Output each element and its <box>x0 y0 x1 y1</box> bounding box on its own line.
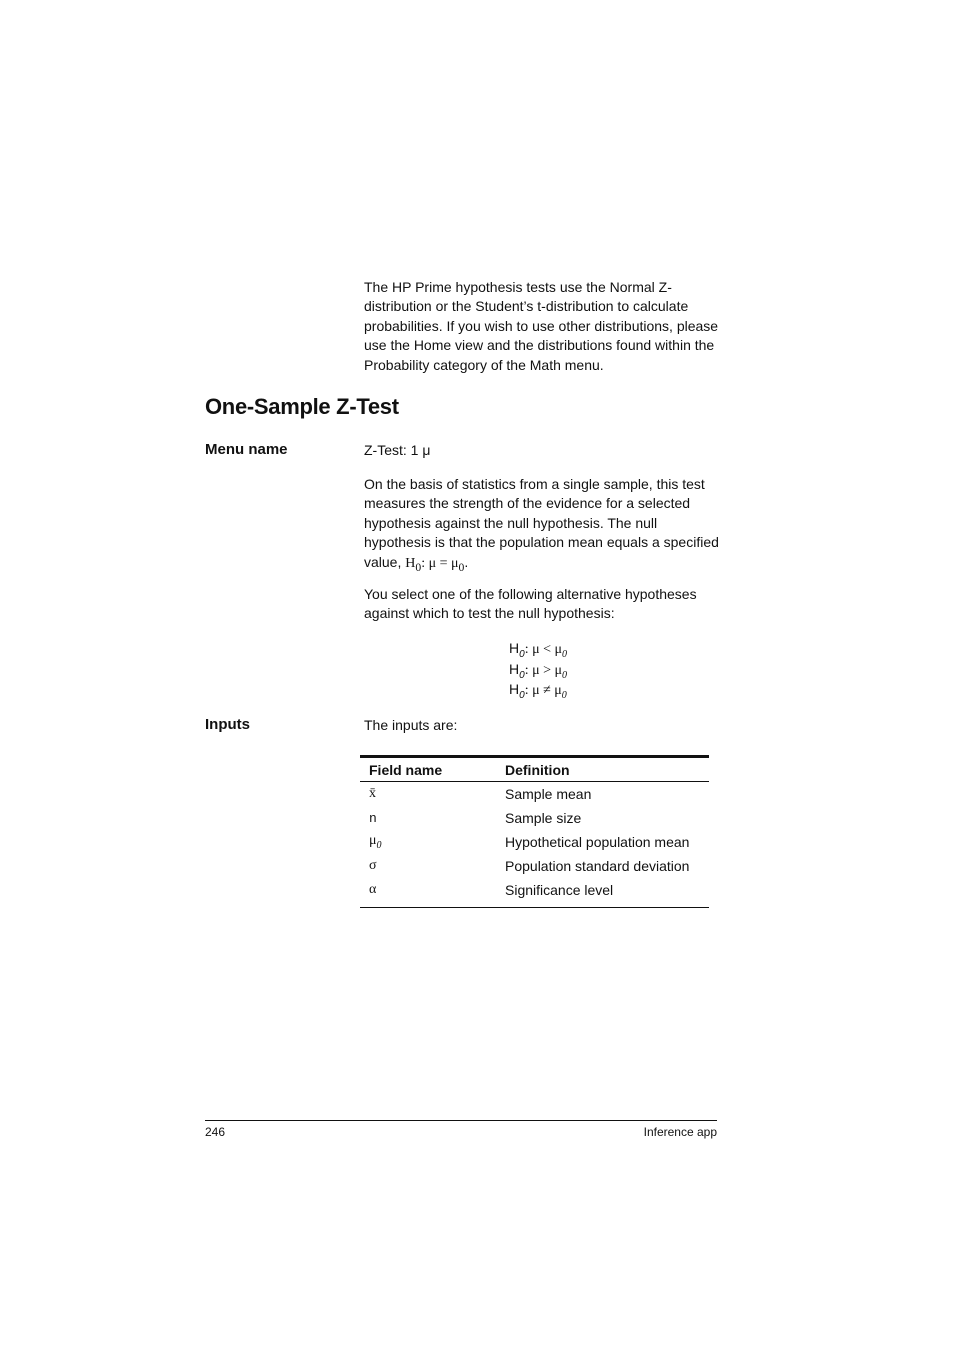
menu-name-label: Menu name <box>205 441 288 458</box>
hyp-h-sub: 0 <box>519 648 525 660</box>
field-symbol-sub: 0 <box>376 839 382 851</box>
page-number: 246 <box>205 1125 226 1139</box>
table-row <box>360 830 709 854</box>
null-h-sub: 0 <box>415 560 422 574</box>
definition-cell: Sample size <box>505 810 582 826</box>
definition-cell: Significance level <box>505 882 614 898</box>
hyp-relation-sub: 0 <box>561 689 567 701</box>
table-row <box>360 878 709 908</box>
chapter-title: Inference app <box>643 1125 717 1139</box>
header-definition: Definition <box>505 762 570 778</box>
hyp-h: H <box>509 661 520 677</box>
footer-divider <box>205 1120 717 1121</box>
field-cell <box>360 806 496 830</box>
field-symbol: α <box>369 882 377 897</box>
hyp-relation: : μ ≠ μ <box>524 683 562 698</box>
inputs-label: Inputs <box>205 716 250 733</box>
null-hypothesis-symbol <box>405 555 465 574</box>
field-symbol: x̄ <box>369 786 376 801</box>
hypothesis-less <box>509 640 567 660</box>
inputs-intro: The inputs are: <box>364 717 458 733</box>
field-cell <box>360 830 496 854</box>
hyp-h: H <box>509 640 520 656</box>
null-h: H <box>405 555 416 571</box>
intro-paragraph: The HP Prime hypothesis tests use the Normal Z-distribution or the Student’s t-distribution to calculate probabilities. If you wish to use other distributions, please use the Home view and the distributions found within the Probability category of the Math menu. <box>364 279 719 373</box>
table-row <box>360 806 709 830</box>
hyp-h-sub: 0 <box>519 669 525 681</box>
table-row <box>360 854 709 878</box>
field-symbol: σ <box>369 858 377 873</box>
hyp-relation: : μ > μ <box>524 663 562 678</box>
alternatives-paragraph: You select one of the following alternative hypotheses against which to test the null hypothesis: <box>364 586 697 622</box>
table-row <box>360 782 709 807</box>
field-cell <box>360 854 496 878</box>
header-field-name: Field name <box>369 762 443 778</box>
definition-cell: Hypothetical population mean <box>505 834 690 850</box>
hyp-h-sub: 0 <box>519 689 525 701</box>
hyp-relation-sub: 0 <box>561 648 567 660</box>
description-end: . <box>464 553 469 570</box>
menu-name-value: Z-Test: 1 μ <box>364 442 431 458</box>
hypothesis-not-equal <box>509 681 567 701</box>
null-equation: : μ = μ <box>421 555 459 571</box>
field-cell <box>360 782 496 807</box>
hyp-relation: : μ < μ <box>524 642 562 657</box>
definition-cell: Sample mean <box>505 786 592 802</box>
field-cell <box>360 878 496 908</box>
field-symbol: n <box>369 810 377 826</box>
description-paragraph <box>364 475 719 577</box>
null-equation-sub: 0 <box>458 560 465 574</box>
inputs-table <box>360 755 709 908</box>
table-header-row <box>360 757 709 782</box>
hypothesis-greater <box>509 661 567 681</box>
description-text: On the basis of statistics from a single sample, this test measures the strength of the evidence for a selected hypothesis against the null hypothesis. The null hypothesis is that the population mean equals a specified value, <box>364 476 719 570</box>
hyp-relation-sub: 0 <box>561 669 567 681</box>
section-title: One-Sample Z-Test <box>205 394 399 419</box>
definition-cell: Population standard deviation <box>505 858 690 874</box>
hyp-h: H <box>509 681 520 697</box>
field-symbol: μ <box>369 833 377 849</box>
